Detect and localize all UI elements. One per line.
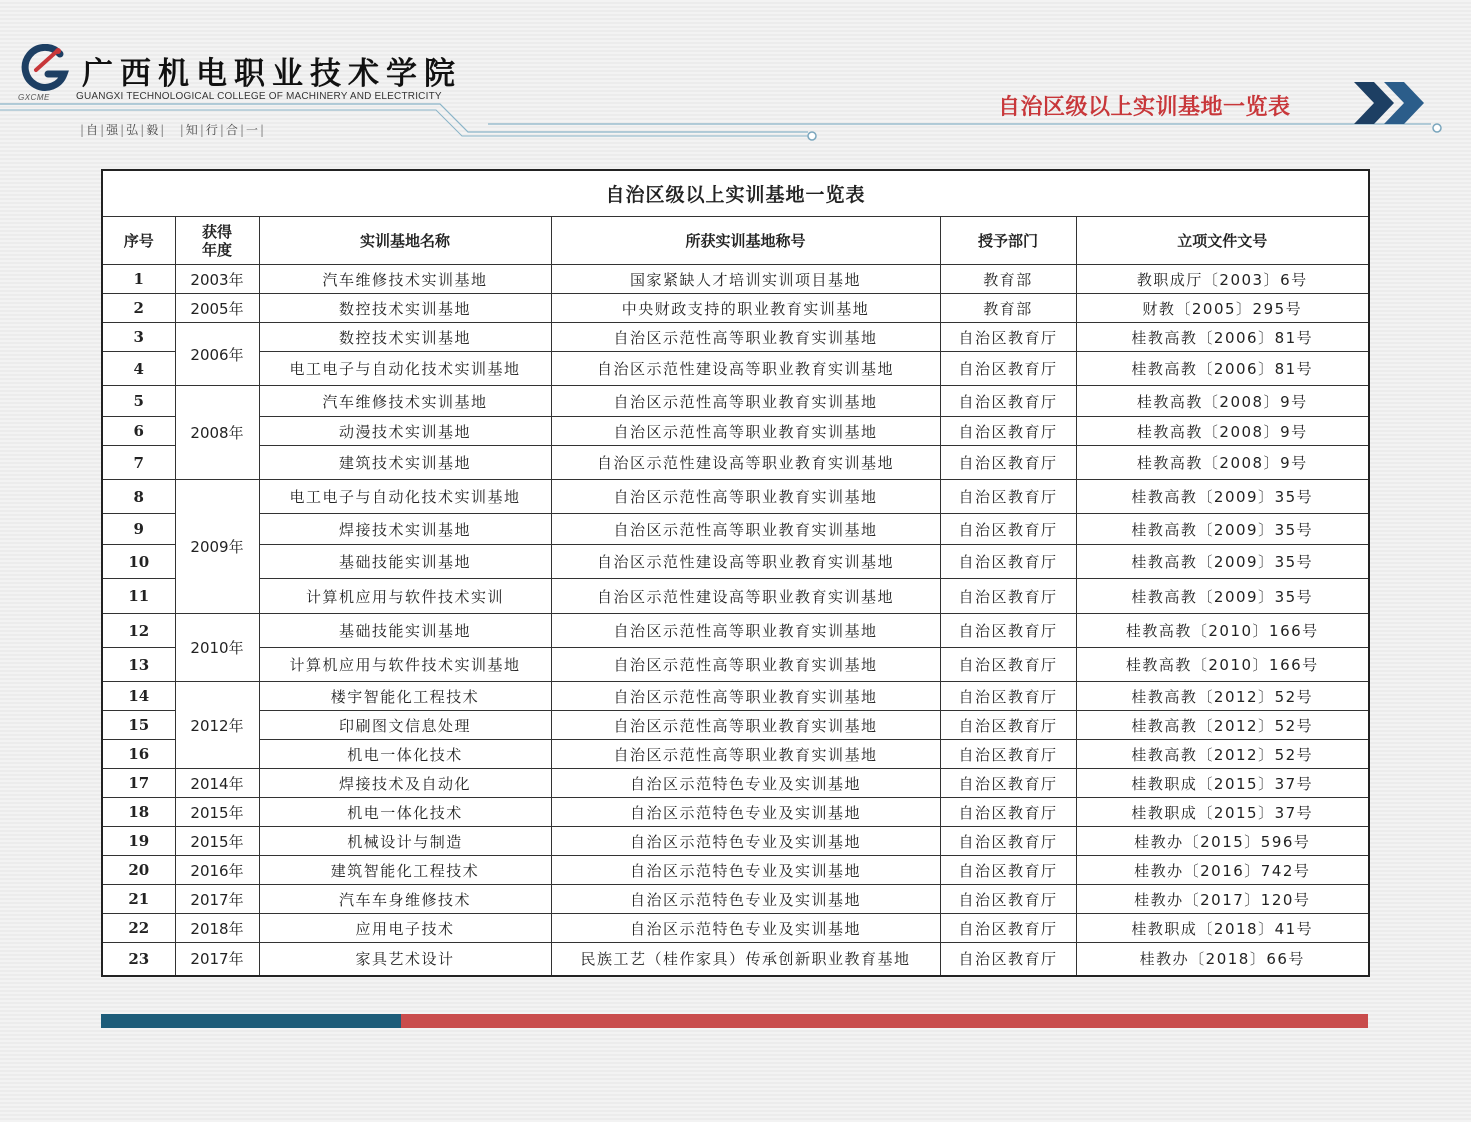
row-year: 2015年	[175, 827, 259, 856]
row-department: 自治区教育厅	[940, 798, 1076, 827]
row-base-title: 自治区示范性建设高等职业教育实训基地	[551, 352, 940, 386]
row-number: 22	[102, 914, 175, 943]
row-base-title: 自治区示范性高等职业教育实训基地	[551, 417, 940, 446]
row-document-no: 桂教高教〔2012〕52号	[1076, 711, 1369, 740]
row-department: 自治区教育厅	[940, 614, 1076, 648]
row-document-no: 桂教高教〔2009〕35号	[1076, 480, 1369, 514]
row-number: 16	[102, 740, 175, 769]
row-document-no: 桂教办〔2016〕742号	[1076, 856, 1369, 885]
row-document-no: 桂教高教〔2009〕35号	[1076, 545, 1369, 579]
row-base-name: 数控技术实训基地	[259, 294, 551, 323]
row-number: 14	[102, 682, 175, 711]
row-number: 17	[102, 769, 175, 798]
row-department: 自治区教育厅	[940, 914, 1076, 943]
row-base-name: 汽车维修技术实训基地	[259, 386, 551, 417]
table-row	[102, 827, 1369, 856]
college-name-cn: 广西机电职业技术学院	[82, 56, 462, 92]
row-number: 12	[102, 614, 175, 648]
row-base-name: 机电一体化技术	[259, 740, 551, 769]
row-document-no: 桂教高教〔2012〕52号	[1076, 740, 1369, 769]
row-document-no: 桂教办〔2017〕120号	[1076, 885, 1369, 914]
table-row	[102, 446, 1369, 480]
double-chevron-icon	[1352, 82, 1432, 124]
row-document-no: 桂教高教〔2009〕35号	[1076, 514, 1369, 545]
row-base-title: 自治区示范特色专业及实训基地	[551, 856, 940, 885]
row-base-name: 数控技术实训基地	[259, 323, 551, 352]
row-base-name: 机电一体化技术	[259, 798, 551, 827]
row-document-no: 桂教办〔2018〕66号	[1076, 943, 1369, 976]
row-document-no: 桂教高教〔2006〕81号	[1076, 352, 1369, 386]
row-base-title: 自治区示范性高等职业教育实训基地	[551, 740, 940, 769]
row-year: 2009年	[175, 480, 259, 614]
header-dept: 授予部门	[940, 217, 1076, 265]
header-title: 所获实训基地称号	[551, 217, 940, 265]
row-base-name: 计算机应用与软件技术实训	[259, 579, 551, 614]
row-document-no: 财教〔2005〕295号	[1076, 294, 1369, 323]
row-department: 自治区教育厅	[940, 480, 1076, 514]
row-department: 自治区教育厅	[940, 827, 1076, 856]
row-document-no: 桂教高教〔2010〕166号	[1076, 648, 1369, 682]
row-department: 自治区教育厅	[940, 711, 1076, 740]
table-row	[102, 480, 1369, 514]
row-base-title: 自治区示范特色专业及实训基地	[551, 885, 940, 914]
table-row	[102, 943, 1369, 976]
row-number: 2	[102, 294, 175, 323]
row-base-title: 自治区示范性高等职业教育实训基地	[551, 711, 940, 740]
row-department: 自治区教育厅	[940, 446, 1076, 480]
row-base-title: 自治区示范特色专业及实训基地	[551, 769, 940, 798]
row-base-title: 自治区示范特色专业及实训基地	[551, 914, 940, 943]
row-base-title: 自治区示范性高等职业教育实训基地	[551, 323, 940, 352]
header-no: 序号	[102, 217, 175, 265]
table-row	[102, 711, 1369, 740]
row-year: 2010年	[175, 614, 259, 682]
row-document-no: 桂教高教〔2008〕9号	[1076, 446, 1369, 480]
row-department: 自治区教育厅	[940, 856, 1076, 885]
row-number: 7	[102, 446, 175, 480]
row-department: 教育部	[940, 265, 1076, 294]
row-base-title: 国家紧缺人才培训实训项目基地	[551, 265, 940, 294]
table-row	[102, 798, 1369, 827]
row-department: 自治区教育厅	[940, 386, 1076, 417]
row-year: 2005年	[175, 294, 259, 323]
row-year: 2006年	[175, 323, 259, 386]
row-number: 1	[102, 265, 175, 294]
table-caption: 自治区级以上实训基地一览表	[102, 170, 1369, 217]
row-base-title: 自治区示范特色专业及实训基地	[551, 827, 940, 856]
table-row	[102, 323, 1369, 352]
row-base-name: 焊接技术实训基地	[259, 514, 551, 545]
table-row	[102, 579, 1369, 614]
college-logo-icon	[20, 44, 74, 96]
header-doc: 立项文件文号	[1076, 217, 1369, 265]
row-base-name: 家具艺术设计	[259, 943, 551, 976]
row-base-name: 印刷图文信息处理	[259, 711, 551, 740]
row-year: 2017年	[175, 943, 259, 976]
row-document-no: 桂教高教〔2009〕35号	[1076, 579, 1369, 614]
table-row	[102, 614, 1369, 648]
row-department: 自治区教育厅	[940, 885, 1076, 914]
row-number: 13	[102, 648, 175, 682]
training-base-table	[101, 169, 1368, 977]
row-base-name: 机械设计与制造	[259, 827, 551, 856]
row-department: 自治区教育厅	[940, 323, 1076, 352]
row-department: 自治区教育厅	[940, 769, 1076, 798]
table-row	[102, 352, 1369, 386]
table-row	[102, 740, 1369, 769]
row-base-name: 楼宇智能化工程技术	[259, 682, 551, 711]
row-department: 教育部	[940, 294, 1076, 323]
row-base-name: 汽车车身维修技术	[259, 885, 551, 914]
table-row	[102, 648, 1369, 682]
row-document-no: 桂教高教〔2006〕81号	[1076, 323, 1369, 352]
row-number: 6	[102, 417, 175, 446]
table-row	[102, 885, 1369, 914]
row-number: 15	[102, 711, 175, 740]
row-number: 23	[102, 943, 175, 976]
row-department: 自治区教育厅	[940, 417, 1076, 446]
row-base-name: 建筑技术实训基地	[259, 446, 551, 480]
header-name: 实训基地名称	[259, 217, 551, 265]
row-year: 2016年	[175, 856, 259, 885]
row-number: 4	[102, 352, 175, 386]
row-base-title: 自治区示范性建设高等职业教育实训基地	[551, 446, 940, 480]
table-row	[102, 682, 1369, 711]
row-base-title: 自治区示范性高等职业教育实训基地	[551, 514, 940, 545]
row-number: 5	[102, 386, 175, 417]
row-document-no: 桂教办〔2015〕596号	[1076, 827, 1369, 856]
row-base-title: 自治区示范性高等职业教育实训基地	[551, 614, 940, 648]
row-base-name: 应用电子技术	[259, 914, 551, 943]
row-base-title: 中央财政支持的职业教育实训基地	[551, 294, 940, 323]
table-row	[102, 514, 1369, 545]
row-department: 自治区教育厅	[940, 352, 1076, 386]
row-base-title: 自治区示范性建设高等职业教育实训基地	[551, 545, 940, 579]
row-year: 2012年	[175, 682, 259, 769]
row-document-no: 桂教职成〔2018〕41号	[1076, 914, 1369, 943]
footer-bar-blue	[101, 1014, 401, 1028]
table-row	[102, 856, 1369, 885]
row-number: 19	[102, 827, 175, 856]
row-number: 10	[102, 545, 175, 579]
college-name-en: GUANGXI TECHNOLOGICAL COLLEGE OF MACHINERY AND ELECTRICITY	[76, 91, 442, 102]
row-year: 2008年	[175, 386, 259, 480]
table-row	[102, 386, 1369, 417]
row-base-name: 基础技能实训基地	[259, 614, 551, 648]
table-row	[102, 265, 1369, 294]
row-base-title: 自治区示范特色专业及实训基地	[551, 798, 940, 827]
table-row	[102, 545, 1369, 579]
row-base-title: 民族工艺（桂作家具）传承创新职业教育基地	[551, 943, 940, 976]
row-number: 3	[102, 323, 175, 352]
row-base-name: 计算机应用与软件技术实训基地	[259, 648, 551, 682]
row-base-title: 自治区示范性高等职业教育实训基地	[551, 480, 940, 514]
row-base-title: 自治区示范性建设高等职业教育实训基地	[551, 579, 940, 614]
row-base-name: 电工电子与自动化技术实训基地	[259, 352, 551, 386]
row-department: 自治区教育厅	[940, 545, 1076, 579]
table-row	[102, 769, 1369, 798]
footer-bar-red	[401, 1014, 1368, 1028]
row-document-no: 桂教职成〔2015〕37号	[1076, 769, 1369, 798]
table-row	[102, 914, 1369, 943]
row-year: 2015年	[175, 798, 259, 827]
row-number: 20	[102, 856, 175, 885]
row-base-title: 自治区示范性高等职业教育实训基地	[551, 648, 940, 682]
header-year: 获得 年度	[175, 217, 259, 265]
row-base-name: 基础技能实训基地	[259, 545, 551, 579]
row-base-name: 建筑智能化工程技术	[259, 856, 551, 885]
row-number: 21	[102, 885, 175, 914]
row-year: 2003年	[175, 265, 259, 294]
row-document-no: 桂教高教〔2008〕9号	[1076, 417, 1369, 446]
row-year: 2017年	[175, 885, 259, 914]
row-document-no: 桂教高教〔2008〕9号	[1076, 386, 1369, 417]
row-department: 自治区教育厅	[940, 740, 1076, 769]
row-year: 2014年	[175, 769, 259, 798]
row-document-no: 桂教高教〔2010〕166号	[1076, 614, 1369, 648]
college-motto: | 自 | 强 | 弘 | 毅 | | 知 | 行 | 合 | 一 |	[80, 123, 265, 137]
row-base-name: 焊接技术及自动化	[259, 769, 551, 798]
row-number: 11	[102, 579, 175, 614]
row-year: 2018年	[175, 914, 259, 943]
row-number: 8	[102, 480, 175, 514]
logo-abbreviation: GXCME	[18, 93, 50, 102]
table-row	[102, 294, 1369, 323]
page-title: 自治区级以上实训基地一览表	[998, 95, 1291, 120]
row-base-name: 动漫技术实训基地	[259, 417, 551, 446]
row-base-name: 电工电子与自动化技术实训基地	[259, 480, 551, 514]
row-department: 自治区教育厅	[940, 579, 1076, 614]
row-department: 自治区教育厅	[940, 514, 1076, 545]
row-number: 9	[102, 514, 175, 545]
row-document-no: 教职成厅〔2003〕6号	[1076, 265, 1369, 294]
table-body	[102, 265, 1369, 976]
row-number: 18	[102, 798, 175, 827]
row-base-title: 自治区示范性高等职业教育实训基地	[551, 386, 940, 417]
table-row	[102, 417, 1369, 446]
row-document-no: 桂教高教〔2012〕52号	[1076, 682, 1369, 711]
row-department: 自治区教育厅	[940, 682, 1076, 711]
row-base-name: 汽车维修技术实训基地	[259, 265, 551, 294]
row-department: 自治区教育厅	[940, 943, 1076, 976]
row-department: 自治区教育厅	[940, 648, 1076, 682]
row-base-title: 自治区示范性高等职业教育实训基地	[551, 682, 940, 711]
row-document-no: 桂教职成〔2015〕37号	[1076, 798, 1369, 827]
